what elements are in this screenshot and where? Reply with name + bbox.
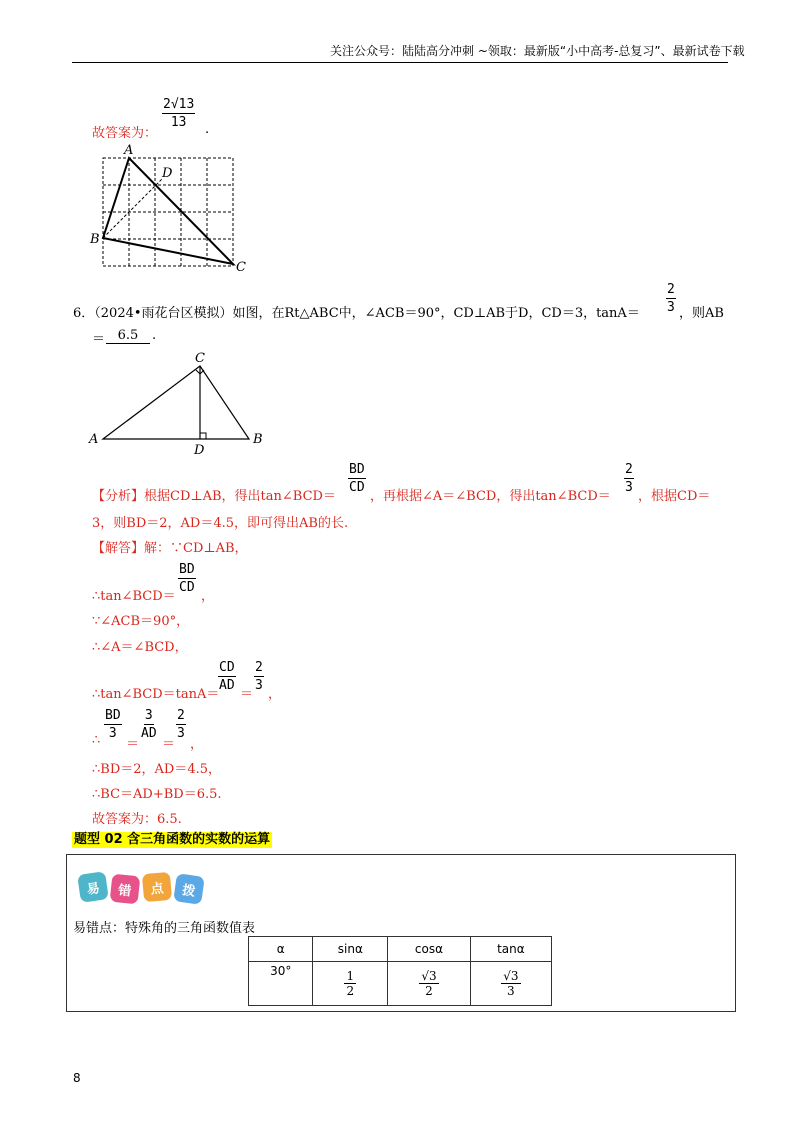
solution-head: 【解答】解：∵CD⊥AB，: [92, 541, 248, 556]
tip-badge-3: 点: [142, 872, 172, 902]
col-tan: tanα: [470, 937, 551, 962]
solution-step8: 故答案为：6.5.: [92, 812, 182, 827]
analysis-part2: ，再根据∠A＝∠BCD，得出tan∠BCD＝: [370, 489, 611, 504]
solution-step5-frac3: [176, 708, 186, 741]
sin-num: 1: [346, 969, 355, 983]
solution-step4-frac1: [218, 660, 236, 693]
q5-answer-den: 13: [170, 115, 187, 130]
q6-triangle-figure: [86, 348, 276, 458]
solution-step1-frac: [178, 562, 196, 595]
q5-answer-label: 故答案为：: [92, 126, 158, 141]
solution-step5-frac1-num: BD: [105, 708, 121, 723]
analysis-part3: ，根据CD＝: [638, 489, 711, 504]
page-number: 8: [73, 1071, 81, 1085]
solution-step1-end: ，: [201, 589, 215, 604]
q6-stem-line2-end: .: [152, 328, 157, 343]
solution-step5-eq1: ＝: [126, 737, 140, 752]
tip-label: 易错点：特殊角的三角函数值表: [73, 921, 256, 936]
tan-num: √3: [503, 969, 519, 983]
solution-step1-den: CD: [179, 580, 195, 595]
solution-step4: ∴tan∠BCD＝tanA＝: [92, 687, 220, 702]
q5-answer-end: .: [205, 122, 210, 137]
tip-badge-2: 错: [110, 874, 141, 905]
q6-answer-blank: 6.5: [106, 328, 150, 344]
q6-tan-den: 3: [667, 300, 675, 315]
sin-fraction: [344, 969, 356, 998]
analysis-frac1: [348, 462, 366, 495]
col-sin: sinα: [313, 937, 388, 962]
solution-step5-frac2-num: 3: [144, 708, 153, 723]
solution-step4-eq: ＝: [240, 687, 254, 702]
tan-den: 3: [507, 984, 515, 998]
solution-step5-frac1: [104, 708, 122, 741]
solution-step4-frac2-num: 2: [255, 660, 263, 675]
cell-sin: [313, 962, 388, 1006]
solution-step7: ∴BC＝AD+BD＝6.5.: [92, 787, 222, 802]
cos-fraction: [419, 969, 438, 998]
triangle-abc: [103, 366, 249, 439]
sin-den: 2: [346, 984, 355, 998]
tip-badge-4: 拨: [173, 873, 205, 905]
analysis-part1: 【分析】根据CD⊥AB，得出tan∠BCD＝: [92, 489, 336, 504]
cell-cos: [388, 962, 471, 1006]
solution-step5-frac1-den: 3: [108, 726, 117, 741]
q5-answer-fraction: [162, 97, 195, 130]
table-header-row: [249, 937, 552, 962]
q5-answer-num: 2√13: [163, 97, 195, 112]
col-alpha: α: [249, 937, 313, 962]
analysis-frac2-num: 2: [625, 462, 633, 477]
label-a: A: [124, 143, 134, 158]
tip-badge-1: 易: [77, 871, 109, 903]
label-d: D: [162, 166, 173, 181]
label-b: B: [90, 232, 100, 247]
analysis-frac1-den: CD: [349, 480, 365, 495]
solution-step5-frac3-num: 2: [177, 708, 185, 723]
solution-step5-end: ，: [190, 737, 204, 752]
solution-step4-end: ，: [268, 687, 282, 702]
page-header: 关注公众号：陆陆高分冲刺 ~领取：最新版“小中高考-总复习”、最新试卷下载: [330, 44, 745, 58]
cell-tan: [470, 962, 551, 1006]
solution-step4-frac2: [254, 660, 264, 693]
header-rule: [72, 62, 728, 63]
right-angle-d: [200, 433, 206, 439]
table-row: [249, 962, 552, 1006]
analysis-line2: 3，则BD＝2，AD＝4.5，即可得出AB的长.: [92, 516, 349, 531]
q6-stem-line1-end: ，则AB: [679, 306, 724, 321]
solution-step4-frac2-den: 3: [255, 678, 263, 693]
solution-step1: ∴tan∠BCD＝: [92, 589, 176, 604]
section-title: 题型 02 含三角函数的实数的运算: [74, 832, 271, 847]
q6-tan-num: 2: [667, 282, 675, 297]
q6-stem-line1: 6．（2024•雨花台区模拟）如图，在Rt△ABC中，∠ACB＝90°，CD⊥AB于D，CD＝3，tanA＝: [73, 306, 640, 321]
solution-step4-frac1-den: AD: [219, 678, 235, 693]
q6-stem-line2-pre: ＝: [92, 332, 106, 347]
analysis-frac1-num: BD: [349, 462, 365, 477]
solution-step5: ∴: [92, 733, 101, 748]
solution-step2: ∵∠ACB＝90°，: [92, 614, 190, 629]
label-c: C: [195, 351, 205, 366]
solution-step4-frac1-num: CD: [219, 660, 235, 675]
col-cos: cosα: [388, 937, 471, 962]
solution-step6: ∴BD＝2，AD＝4.5，: [92, 762, 222, 777]
solution-step3: ∴∠A＝∠BCD，: [92, 640, 188, 655]
solution-step1-num: BD: [179, 562, 195, 577]
label-a: A: [89, 432, 99, 447]
cos-den: 2: [425, 984, 433, 998]
trig-value-table: [248, 936, 552, 1006]
cell-angle: 30°: [249, 962, 313, 1006]
label-d: D: [194, 443, 205, 458]
q6-tan-fraction: [666, 282, 676, 315]
cos-num: √3: [421, 969, 437, 983]
analysis-frac2: [624, 462, 634, 495]
solution-step5-frac2-den: AD: [141, 726, 157, 741]
tan-fraction: [501, 969, 520, 998]
q5-grid-figure: [88, 140, 258, 275]
solution-step5-frac2: [141, 708, 157, 741]
label-c: C: [236, 260, 246, 275]
solution-step5-frac3-den: 3: [177, 726, 185, 741]
analysis-frac2-den: 3: [625, 480, 633, 495]
label-b: B: [253, 432, 263, 447]
solution-step5-eq2: ＝: [162, 737, 176, 752]
